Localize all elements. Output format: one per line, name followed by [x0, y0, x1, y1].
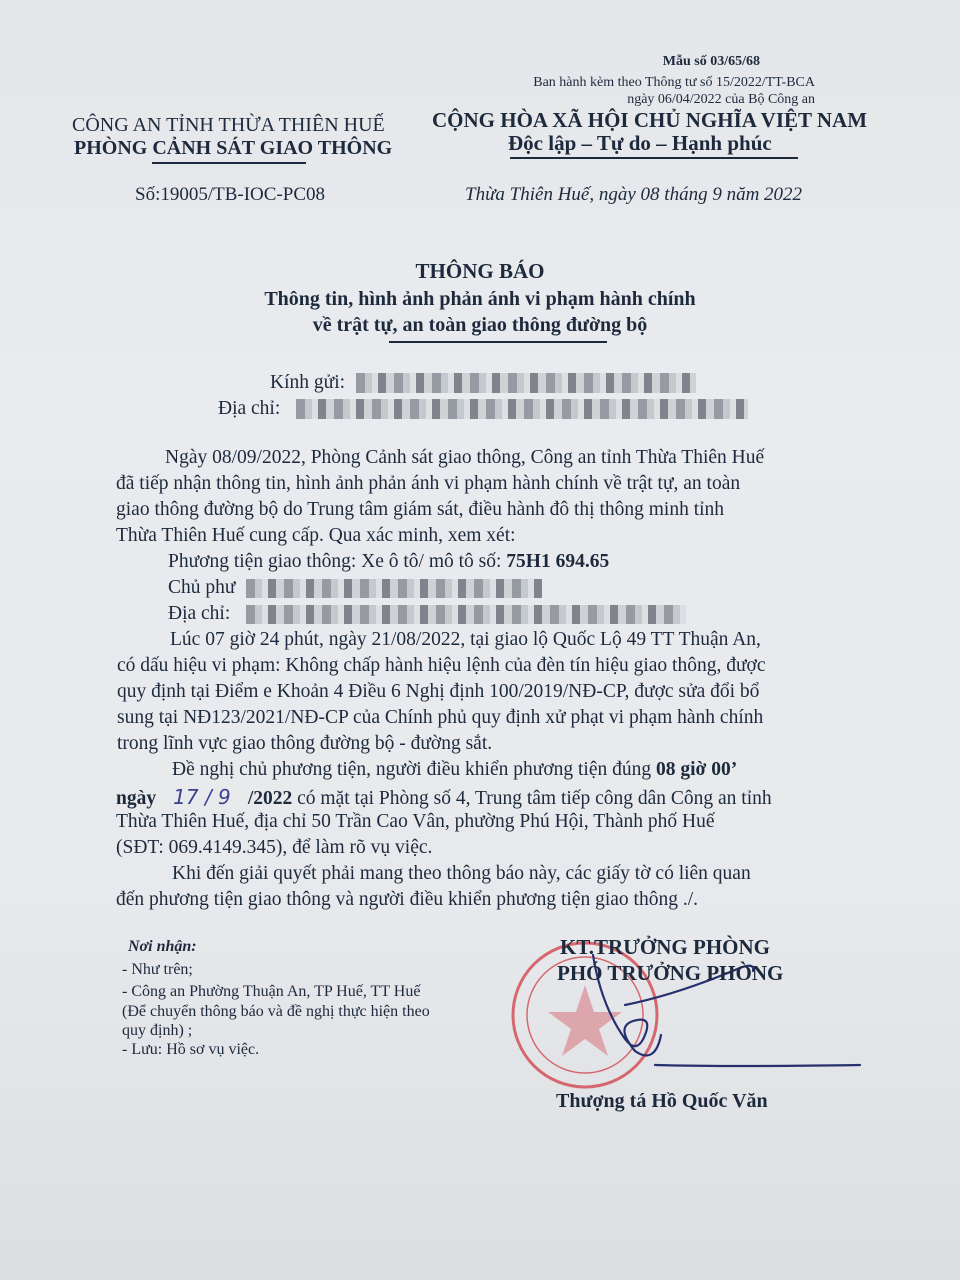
signature-title-1: KT.TRƯỞNG PHÒNG [560, 935, 770, 959]
republic-name: CỘNG HÒA XÃ HỘI CHỦ NGHĨA VIỆT NAM [432, 108, 868, 132]
receiver-line: quy định) ; [122, 1022, 193, 1039]
para1-line: đã tiếp nhận thông tin, hình ảnh phản ánh vi phạm hành chính về trật tự, an toàn [116, 473, 741, 494]
para1-line: giao thông đường bộ do Trung tâm giám sát, điều hành đô thị thông minh tỉnh [116, 499, 725, 520]
receiver-line: (Để chuyển thông báo và đề nghị thực hiện theo [122, 1003, 430, 1020]
recipient-label: Kính gửi: [270, 372, 346, 393]
owner-label: Chủ phư [168, 577, 236, 598]
para3-line2 [116, 785, 772, 810]
para3-text: có mặt tại Phòng số 4, Trung tâm tiếp công dân Công an tỉnh [297, 788, 772, 809]
document-subtitle-1: Thông tin, hình ảnh phản ánh vi phạm hành chính [264, 288, 696, 310]
org-underline [152, 162, 306, 164]
form-issued-date: ngày 06/04/2022 của Bộ Công an [627, 92, 815, 107]
para3-line: Thừa Thiên Huế, địa chỉ 50 Trần Cao Vân, phường Phú Hội, Thành phố Huế [116, 811, 715, 832]
appointment-day-label: ngày [116, 788, 157, 809]
vehicle-label: Phương tiện giao thông: Xe ô tô/ mô tô số: [168, 551, 502, 572]
appointment-year: /2022 [247, 788, 293, 809]
document-title: THÔNG BÁO [415, 259, 545, 283]
receivers-title: Nơi nhận: [128, 938, 197, 955]
appointment-time: 08 giờ 00’ [656, 759, 738, 780]
para1-line: Thừa Thiên Huế cung cấp. Qua xác minh, xem xét: [116, 525, 516, 546]
receiver-line: - Công an Phường Thuận An, TP Huế, TT Huế [122, 983, 421, 1000]
redacted-owner [246, 579, 542, 598]
para1-line: Ngày 08/09/2022, Phòng Cảnh sát giao thông, Công an tỉnh Thừa Thiên Huế [165, 447, 765, 468]
signer-name: Thượng tá Hồ Quốc Văn [556, 1090, 768, 1112]
place-date: Thừa Thiên Huế, ngày 08 tháng 9 năm 2022 [465, 184, 803, 205]
document-number: Số:19005/TB-IOC-PC08 [135, 184, 326, 205]
redacted-recipient [356, 373, 696, 393]
recipient-address-label: Địa chỉ: [218, 398, 281, 419]
title-underline [389, 341, 607, 343]
signature-title-2: PHÓ TRƯỞNG PHÒNG [557, 961, 784, 985]
receiver-line: - Như trên; [122, 961, 193, 978]
redacted-recipient-address [296, 399, 748, 419]
para2-line: Lúc 07 giờ 24 phút, ngày 21/08/2022, tại giao lộ Quốc Lộ 49 TT Thuận An, [170, 629, 761, 650]
document-subtitle-2: về trật tự, an toàn giao thông đường bộ [312, 314, 648, 336]
vehicle-line [168, 551, 609, 573]
para3-line1 [172, 759, 737, 781]
para4-line: Khi đến giải quyết phải mang theo thông báo này, các giấy tờ có liên quan [172, 863, 751, 884]
para4-line: đến phương tiện giao thông và người điều khiển phương tiện giao thông ./. [116, 889, 699, 910]
vehicle-plate: 75H1 694.65 [506, 551, 610, 572]
para3-text: Đề nghị chủ phương tiện, người điều khiển phương tiện đúng [172, 759, 652, 780]
form-number: Mẫu số 03/65/68 [662, 54, 760, 69]
receiver-line: - Lưu: Hồ sơ vụ việc. [122, 1041, 260, 1058]
form-issued-with: Ban hành kèm theo Thông tư số 15/2022/TT-BCA [533, 75, 815, 90]
para2-line: trong lĩnh vực giao thông đường bộ - đường sắt. [117, 733, 493, 754]
para2-line: sung tại NĐ123/2021/NĐ-CP của Chính phủ quy định xử phạt vi phạm hành chính [117, 707, 764, 728]
owner-address-label: Địa chỉ: [168, 603, 231, 624]
motto-underline [510, 157, 798, 159]
handwritten-date: 17 / 9 [173, 785, 231, 809]
para2-line: có dấu hiệu vi phạm: Không chấp hành hiệu lệnh của đèn tín hiệu giao thông, được [117, 655, 766, 676]
para3-line: (SĐT: 069.4149.345), để làm rõ vụ việc. [116, 837, 433, 858]
national-motto: Độc lập – Tự do – Hạnh phúc [508, 131, 772, 155]
org-name: PHÒNG CẢNH SÁT GIAO THÔNG [74, 137, 393, 159]
org-parent: CÔNG AN TỈNH THỪA THIÊN HUẾ [72, 114, 385, 136]
para2-line: quy định tại Điểm e Khoản 4 Điều 6 Nghị định 100/2019/NĐ-CP, được sửa đổi bổ [117, 681, 760, 702]
redacted-owner-address [246, 605, 686, 624]
